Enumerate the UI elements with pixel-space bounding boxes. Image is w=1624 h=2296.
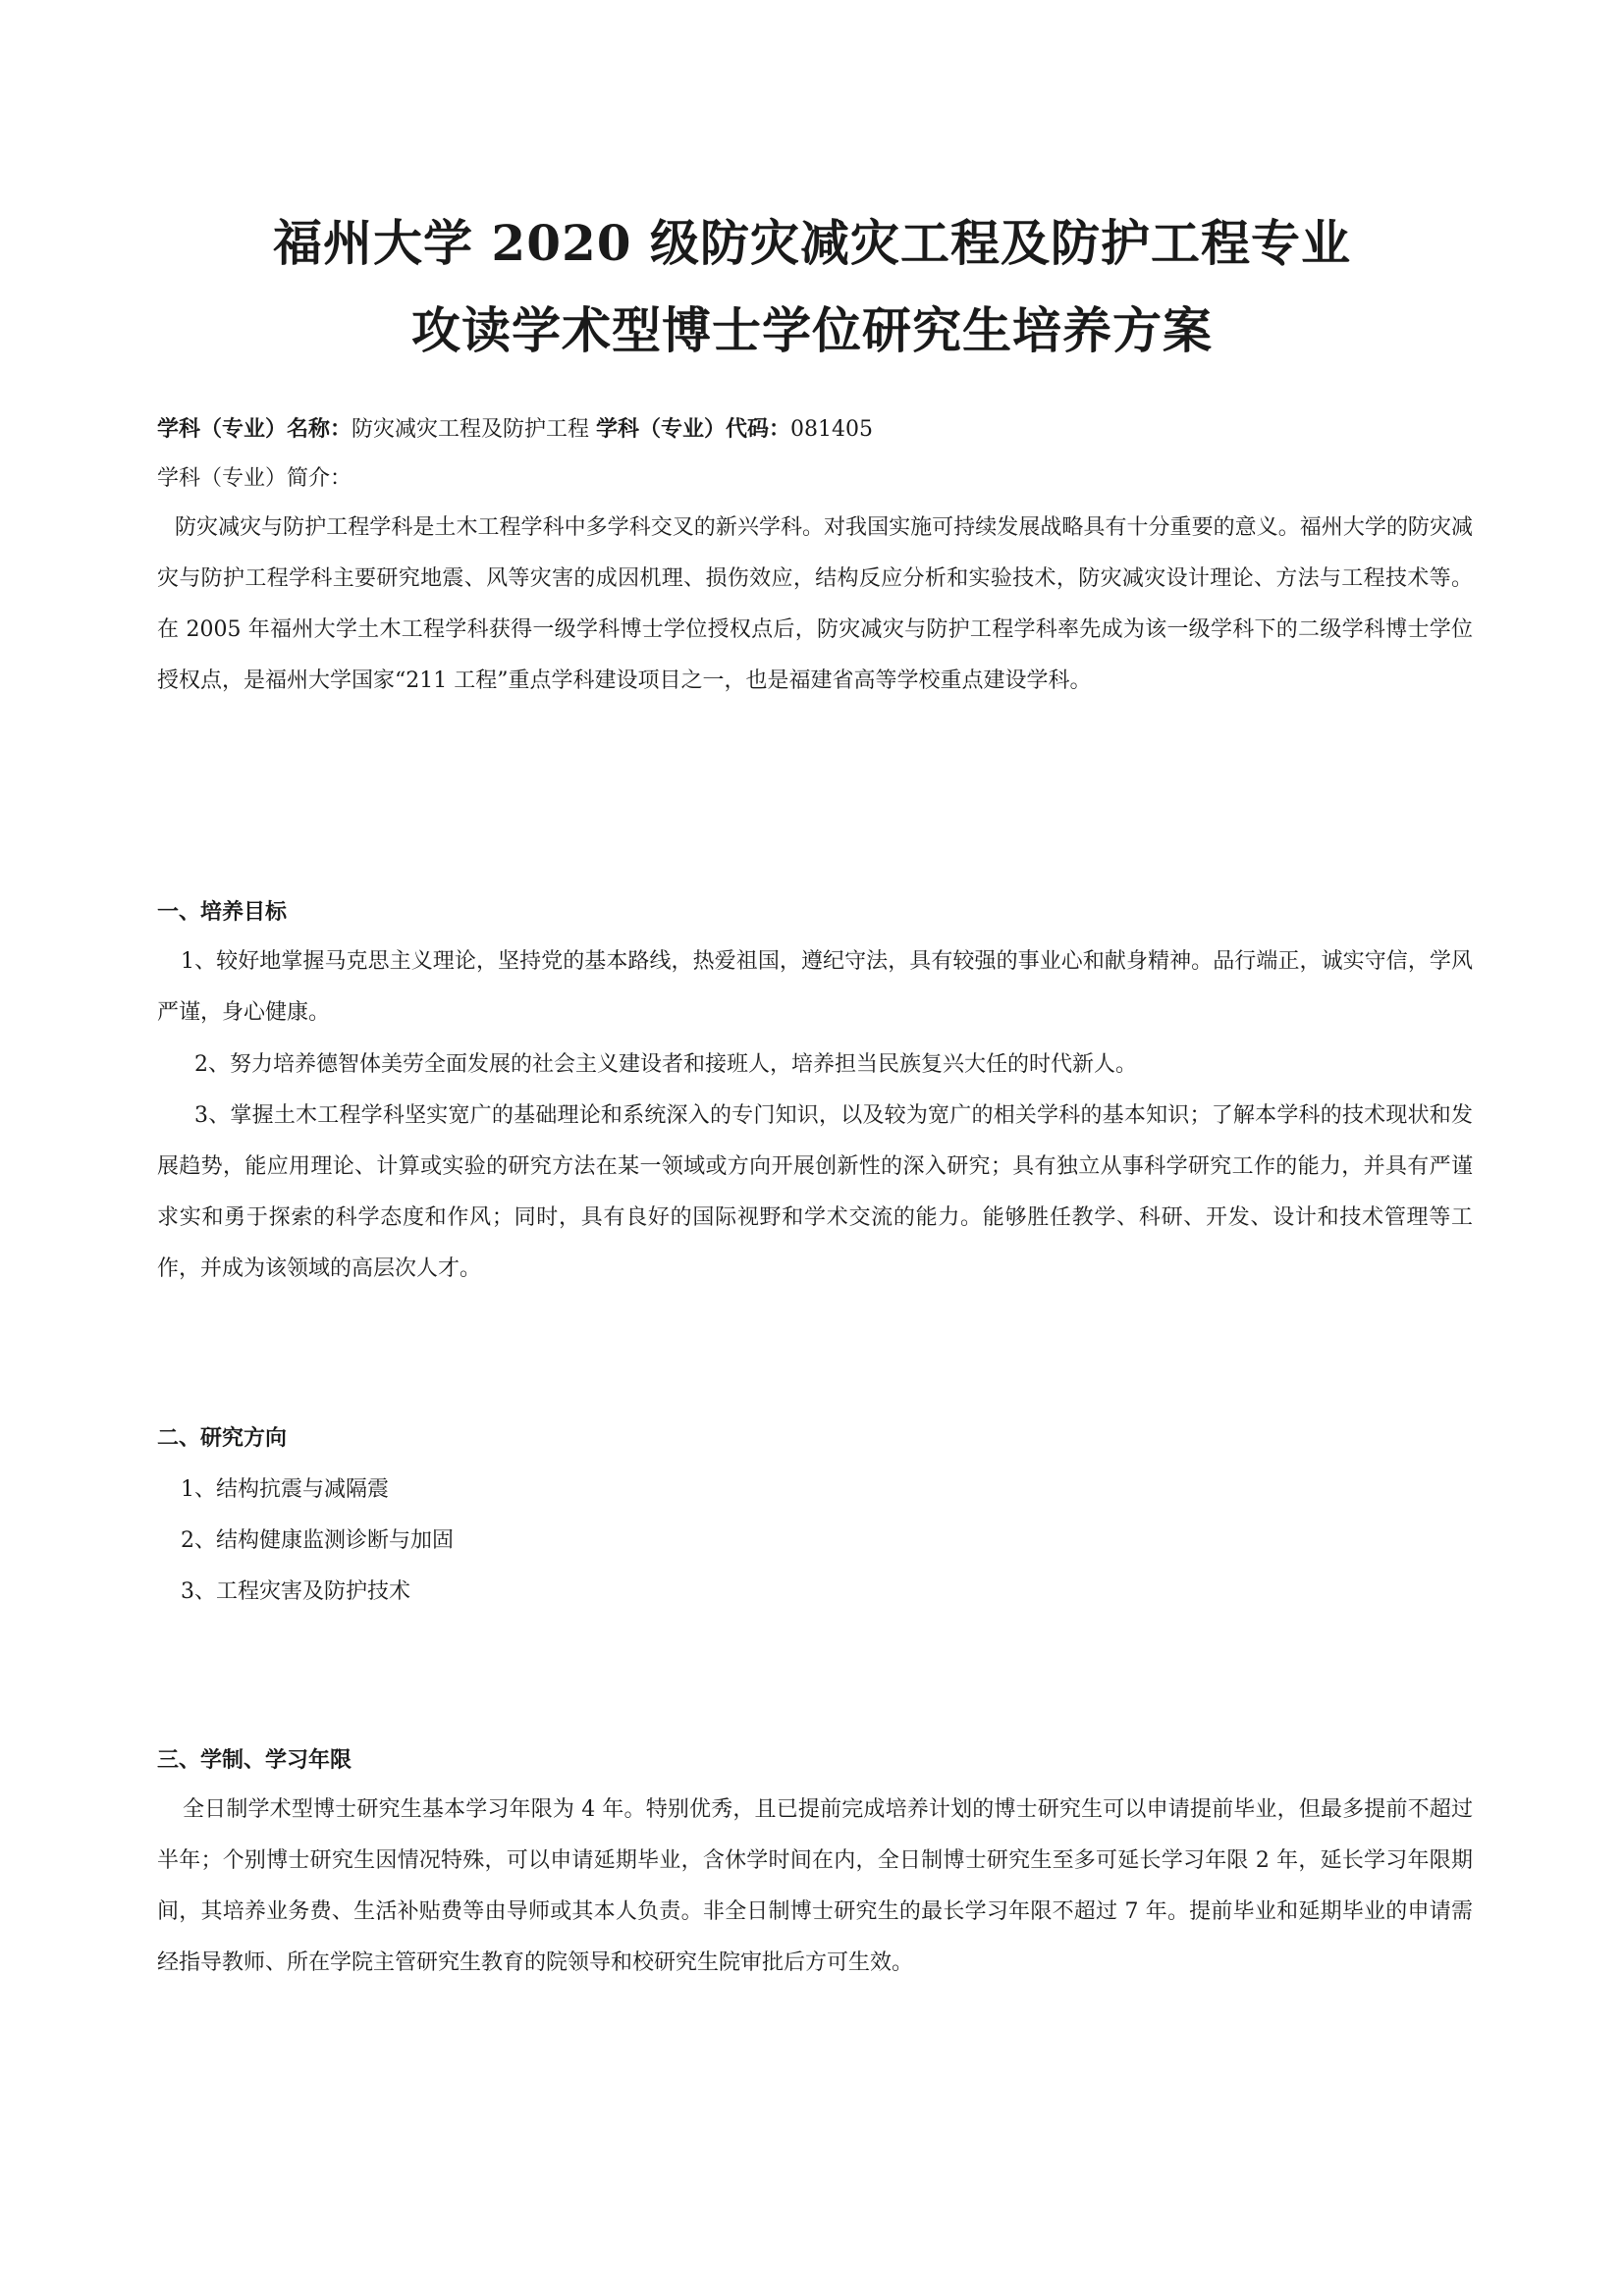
section-heading-duration: 三、学制、学习年限 [157,1747,352,1773]
discipline-name-value: 防灾减灾工程及防护工程 [352,417,590,442]
direction-item-3: 3、工程灾害及防护技术 [181,1579,410,1604]
discipline-intro-paragraph: 防灾减灾与防护工程学科是土木工程学科中多学科交叉的新兴学科。对我国实施可持续发展战略具有十分重要的意义。福州大学的防灾减灾与防护工程学科主要研究地震、风等灾害的成因机理、损伤效应，结构反应分析和实验技术，防灾减灾设计理论、方法与工程技术等。在 2005 年福州大学土木工程学科获得一级学科博士学位授权点后，防灾减灾与防护工程学科率先成为该一级学科下的二级学科博士学位授权点，是福州大学国家“211 工程”重点学科建设项目之一，也是福建省高等学校重点建设学科。 [157,515,1473,693]
document-title-line-1: 福州大学 2020 级防灾减灾工程及防护工程专业 [273,214,1351,272]
discipline-name-label: 学科（专业）名称： [157,416,352,442]
goal-item-1: 1、较好地掌握马克思主义理论，坚持党的基本路线，热爱祖国，遵纪守法，具有较强的事业心和献身精神。品行端正，诚实守信，学风严谨，身心健康。 [157,949,1473,1025]
discipline-intro-label: 学科（专业）简介： [157,466,352,491]
discipline-meta [157,412,873,443]
direction-item-2: 2、结构健康监测诊断与加固 [181,1528,454,1553]
goal-item-3: 3、掌握土木工程学科坚实宽广的基础理论和系统深入的专门知识，以及较为宽广的相关学科的基本知识；了解本学科的技术现状和发展趋势，能应用理论、计算或实验的研究方法在某一领域或方向开展创新性的深入研究；具有独立从事科学研究工作的能力，并具有严谨求实和勇于探索的科学态度和作风；同时，具有良好的国际视野和学术交流的能力。能够胜任教学、科研、开发、设计和技术管理等工作，并成为该领域的高层次人才。 [157,1103,1473,1281]
section-heading-directions: 二、研究方向 [157,1425,288,1451]
document-title-line-2: 攻读学术型博士学位研究生培养方案 [411,301,1213,359]
duration-paragraph: 全日制学术型博士研究生基本学习年限为 4 年。特别优秀，且已提前完成培养计划的博士研究生可以申请提前毕业，但最多提前不超过半年；个别博士研究生因情况特殊，可以申请延期毕业，含休学时间在内，全日制博士研究生至多可延长学习年限 2 年，延长学习年限期间，其培养业务费、生活补贴费等由导师或其本人负责。非全日制博士研究生的最长学习年限不超过 7 年。提前毕业和延期毕业的申请需经指导教师、所在学院主管研究生教育的院领导和校研究生院审批后方可生效。 [157,1797,1473,1975]
section-heading-goals: 一、培养目标 [157,899,288,925]
direction-item-1: 1、结构抗震与减隔震 [181,1477,389,1502]
discipline-code-value: 081405 [790,417,874,442]
goal-item-2: 2、努力培养德智体美劳全面发展的社会主义建设者和接班人，培养担当民族复兴大任的时代新人。 [194,1052,1138,1077]
discipline-code-label: 学科（专业）代码： [596,416,791,442]
